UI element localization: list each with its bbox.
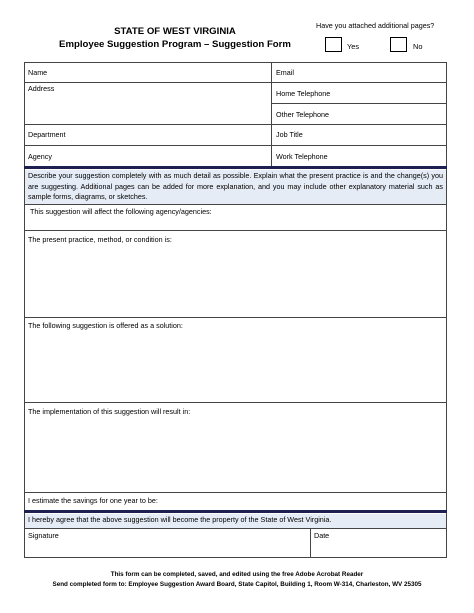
department-label: Department (28, 130, 66, 139)
email-field[interactable] (300, 63, 446, 82)
work-phone-field[interactable] (340, 146, 446, 166)
attachment-question: Have you attached additional pages? (316, 21, 435, 30)
form-title-state: STATE OF WEST VIRGINIA (114, 26, 236, 37)
address-field[interactable] (25, 94, 270, 124)
signature-label: Signature (28, 531, 59, 540)
section-band (24, 166, 447, 169)
name-label: Name (28, 68, 48, 77)
name-field[interactable] (60, 63, 270, 82)
other-phone-field[interactable] (340, 104, 446, 124)
work-phone-label: Work Telephone (276, 152, 328, 161)
savings-label: I estimate the savings for one year to be: (28, 496, 158, 505)
footer-note: This form can be completed, saved, and edited using the free Adobe Acrobat Reader (110, 571, 364, 578)
agency-label: Agency (28, 152, 52, 161)
date-label: Date (314, 531, 330, 540)
job-title-field[interactable] (310, 125, 446, 145)
home-phone-label: Home Telephone (276, 89, 331, 98)
present-practice-field[interactable] (25, 245, 446, 317)
grid-divider (271, 62, 272, 167)
job-title-label: Job Title (276, 130, 303, 139)
email-label: Email (276, 68, 294, 77)
agency-field[interactable] (60, 146, 270, 166)
department-field[interactable] (75, 125, 270, 145)
yes-checkbox[interactable] (325, 37, 342, 52)
instructions-text: Describe your suggestion completely with as much detail as possible. Explain what the present practice is and the change(s) you are suggesting. Additional pages can be added for more explanation, and you may include other explanatory material such as sample forms, diagrams, or sketches. (25, 170, 446, 204)
implementation-field[interactable] (25, 417, 446, 492)
other-phone-label: Other Telephone (276, 110, 330, 119)
savings-field[interactable] (180, 493, 446, 510)
solution-label: The following suggestion is offered as a solution: (28, 321, 183, 330)
no-checkbox[interactable] (390, 37, 407, 52)
agreement-text: I hereby agree that the above suggestion will become the property of the State of West Virginia. (25, 514, 446, 528)
form-title: Employee Suggestion Program – Suggestion Form (59, 39, 291, 50)
present-practice-label: The present practice, method, or condition is: (28, 235, 172, 244)
implementation-label: The implementation of this suggestion will result in: (28, 407, 191, 416)
address-label: Address (28, 84, 55, 93)
home-phone-field[interactable] (340, 83, 446, 103)
solution-field[interactable] (25, 331, 446, 402)
yes-label: Yes (347, 42, 360, 51)
no-label: No (413, 42, 423, 51)
date-field[interactable] (311, 540, 446, 557)
footer-address: Send completed form to: Employee Suggestion Award Board, State Capitol, Building 1, Room W-314, Charleston, WV 25305 (52, 581, 422, 588)
signature-field[interactable] (25, 540, 309, 557)
agencies-label: This suggestion will affect the following agency/agencies: (30, 207, 212, 216)
agencies-field[interactable] (25, 216, 446, 230)
agreement-band (24, 510, 447, 513)
